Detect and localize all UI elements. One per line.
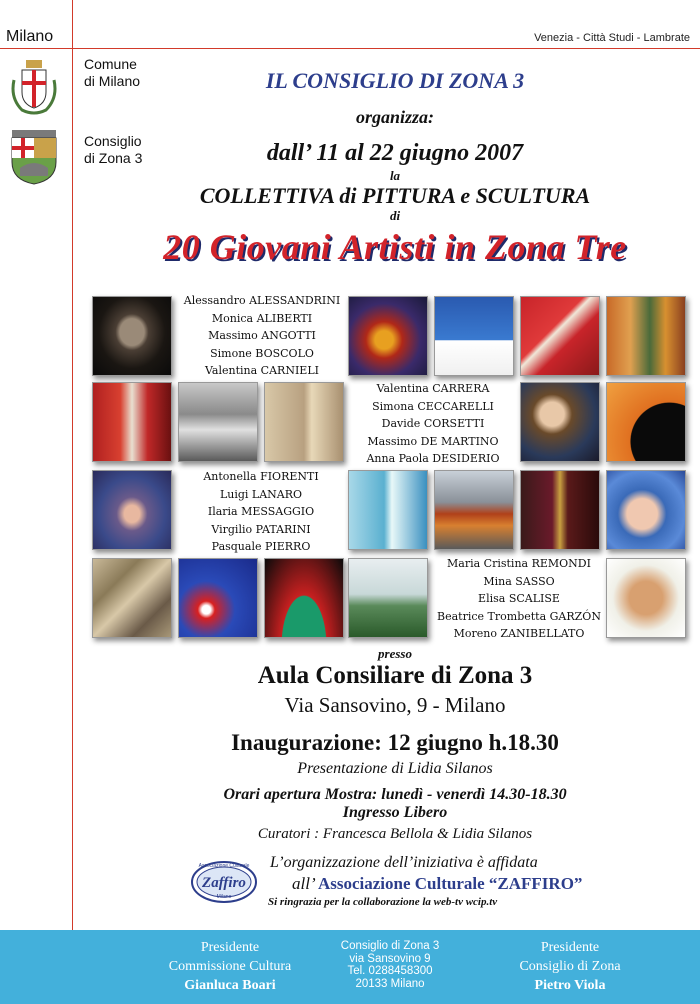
milano-crest-icon	[8, 58, 60, 116]
artwork-milan-tram	[434, 470, 514, 550]
preposition-di: di	[389, 208, 401, 223]
association-line: all’ Associazione Culturale “ZAFFIRO”	[292, 874, 583, 893]
artwork-dark-red-gold	[520, 470, 600, 550]
venue-address: Via Sansovino, 9 - Milano	[284, 693, 506, 717]
organizes-label: organizza:	[355, 107, 435, 127]
opening-hours: Orari apertura Mostra: lunedì - venerdì 14.30-18.30	[223, 786, 567, 803]
venue-name: Aula Consiliare di Zona 3	[257, 662, 533, 689]
presentation: Presentazione di Lidia Silanos	[297, 760, 493, 777]
artwork-red-collage	[520, 296, 600, 376]
zona3-crest-icon	[8, 128, 60, 186]
artist-group-2: Valentina CARRERA Simona CECCARELLI Davide CORSETTI Massimo DE MARTINO Anna Paola DESIDERIO	[366, 382, 500, 465]
artwork-mother-child	[606, 470, 686, 550]
inauguration: Inaugurazione: 12 giugno h.18.30	[231, 730, 559, 755]
artwork-white-church	[434, 296, 514, 376]
artist-group-1: Alessandro ALESSANDRINI Monica ALIBERTI Massimo ANGOTTI Simone BOSCOLO Valentina CARNIELI	[183, 294, 341, 377]
presso-label: presso	[378, 646, 412, 661]
artwork-faces-portrait	[520, 382, 600, 462]
artwork-dark-red-arc	[264, 558, 344, 638]
svg-text:Milano: Milano	[216, 894, 232, 900]
artwork-grey-figure	[178, 382, 258, 462]
artwork-orange-black-circle	[606, 382, 686, 462]
artwork-beige-abstract	[264, 382, 344, 462]
event-title: COLLETTIVA di PITTURA e SCULTURA	[199, 183, 591, 208]
artwork-texture-map	[92, 558, 172, 638]
artwork-light-blue	[348, 470, 428, 550]
svg-text:Associazione Culturale: Associazione Culturale	[198, 863, 250, 869]
council-title: IL CONSIGLIO DI ZONA 3	[265, 68, 525, 93]
artwork-abstract-orange	[348, 296, 428, 376]
svg-text:Zaffiro: Zaffiro	[202, 875, 246, 891]
city-label: Milano	[6, 28, 54, 45]
zaffiro-logo	[190, 858, 258, 904]
comune-label: Comune di Milano	[84, 56, 141, 89]
artist-group-4: Maria Cristina REMONDI Mina SASSO Elisa SCALISE Beatrice Trombetta GARZÓN Moreno ZANIBELLATO	[437, 557, 601, 640]
areas-label: Venezia - Città Studi - Lambrate	[534, 32, 690, 44]
artwork-red-blue-pattern	[178, 558, 258, 638]
artwork-blue-arch-figure	[92, 470, 172, 550]
artwork-still-life-bottle	[606, 296, 686, 376]
headline: 20 Giovani Artisti in Zona Tre	[163, 227, 627, 267]
article-la: la	[389, 168, 401, 183]
consiglio-label: Consiglio di Zona 3	[84, 133, 143, 166]
artwork-sculpture-torso	[92, 296, 172, 376]
footer-center: Consiglio di Zona 3 via Sansovino 9 Tel. 0288458300 20133 Milano	[340, 940, 440, 990]
artwork-terracotta-bust	[606, 558, 686, 638]
free-entry: Ingresso Libero	[342, 804, 448, 821]
date-range: dall’ 11 al 22 giugno 2007	[266, 140, 524, 166]
footer-left: Presidente Commissione Cultura Gianluca Boari	[168, 940, 292, 993]
artwork-red-abstract	[92, 382, 172, 462]
artist-group-3: Antonella FIORENTI Luigi LANARO Ilaria MESSAGGIO Virgilio PATARINI Pasquale PIERRO	[203, 470, 319, 553]
artwork-green-landscape	[348, 558, 428, 638]
header-divider	[0, 48, 700, 49]
curators: Curatori : Francesca Bellola & Lidia Silanos	[257, 826, 533, 842]
organization-line: L’organizzazione dell’iniziativa è affidata	[270, 854, 538, 871]
footer-right: Presidente Consiglio di Zona Pietro Viola	[519, 940, 621, 993]
association-name: Associazione Culturale “ZAFFIRO”	[317, 874, 583, 893]
thanks-line: Si ringrazia per la collaborazione la web-tv wcip.tv	[268, 896, 498, 908]
vertical-divider	[72, 0, 73, 930]
